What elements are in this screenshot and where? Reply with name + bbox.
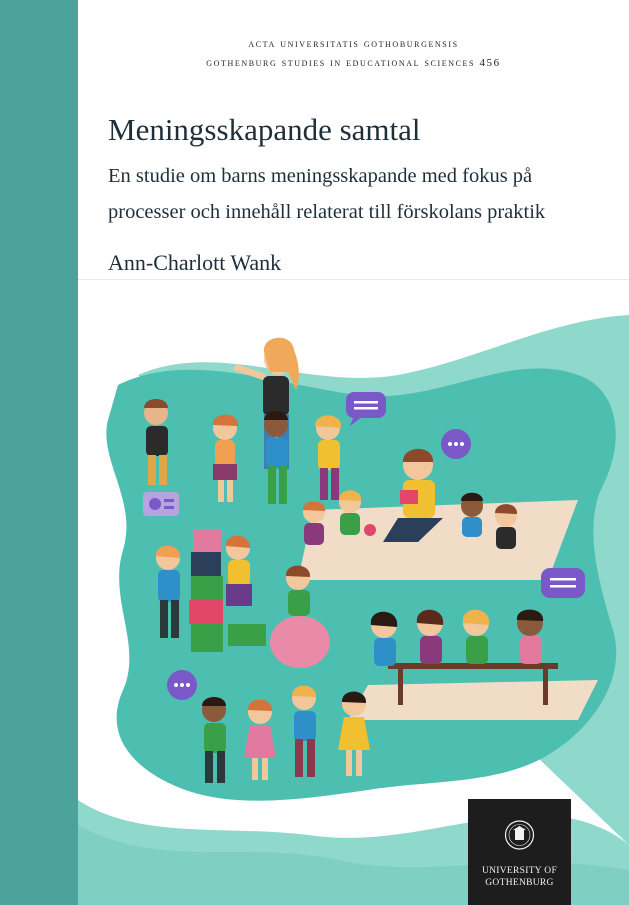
- rug-top: [298, 500, 578, 580]
- speech-bubble-icon: [541, 568, 585, 598]
- chat-dots-icon: [441, 429, 471, 459]
- radio-icon: [143, 492, 179, 516]
- book-spine-band: [0, 0, 78, 905]
- book-author: Ann-Charlott Wank: [108, 250, 282, 275]
- series-volume: gothenburg studies in educational sciences 456: [206, 57, 501, 69]
- book-title: Meningsskapande samtal: [108, 112, 421, 147]
- series-name: acta universitatis gothoburgensis: [248, 38, 459, 50]
- child-figure: [226, 536, 252, 606]
- book-subtitle: En studie om barns meningsskapande med fokus på processer och innehåll relaterat till förskolans praktik: [108, 165, 546, 223]
- publisher-line-2: GOTHENBURG: [485, 878, 554, 888]
- university-logo: [468, 799, 571, 905]
- chat-dots-icon: [167, 670, 197, 700]
- publisher-name: [468, 865, 571, 889]
- toy-blocks-icon: [189, 530, 223, 652]
- university-seal-icon: [468, 799, 571, 859]
- rug-bottom: [348, 680, 598, 720]
- publisher-line-1: UNIVERSITY OF: [481, 866, 558, 876]
